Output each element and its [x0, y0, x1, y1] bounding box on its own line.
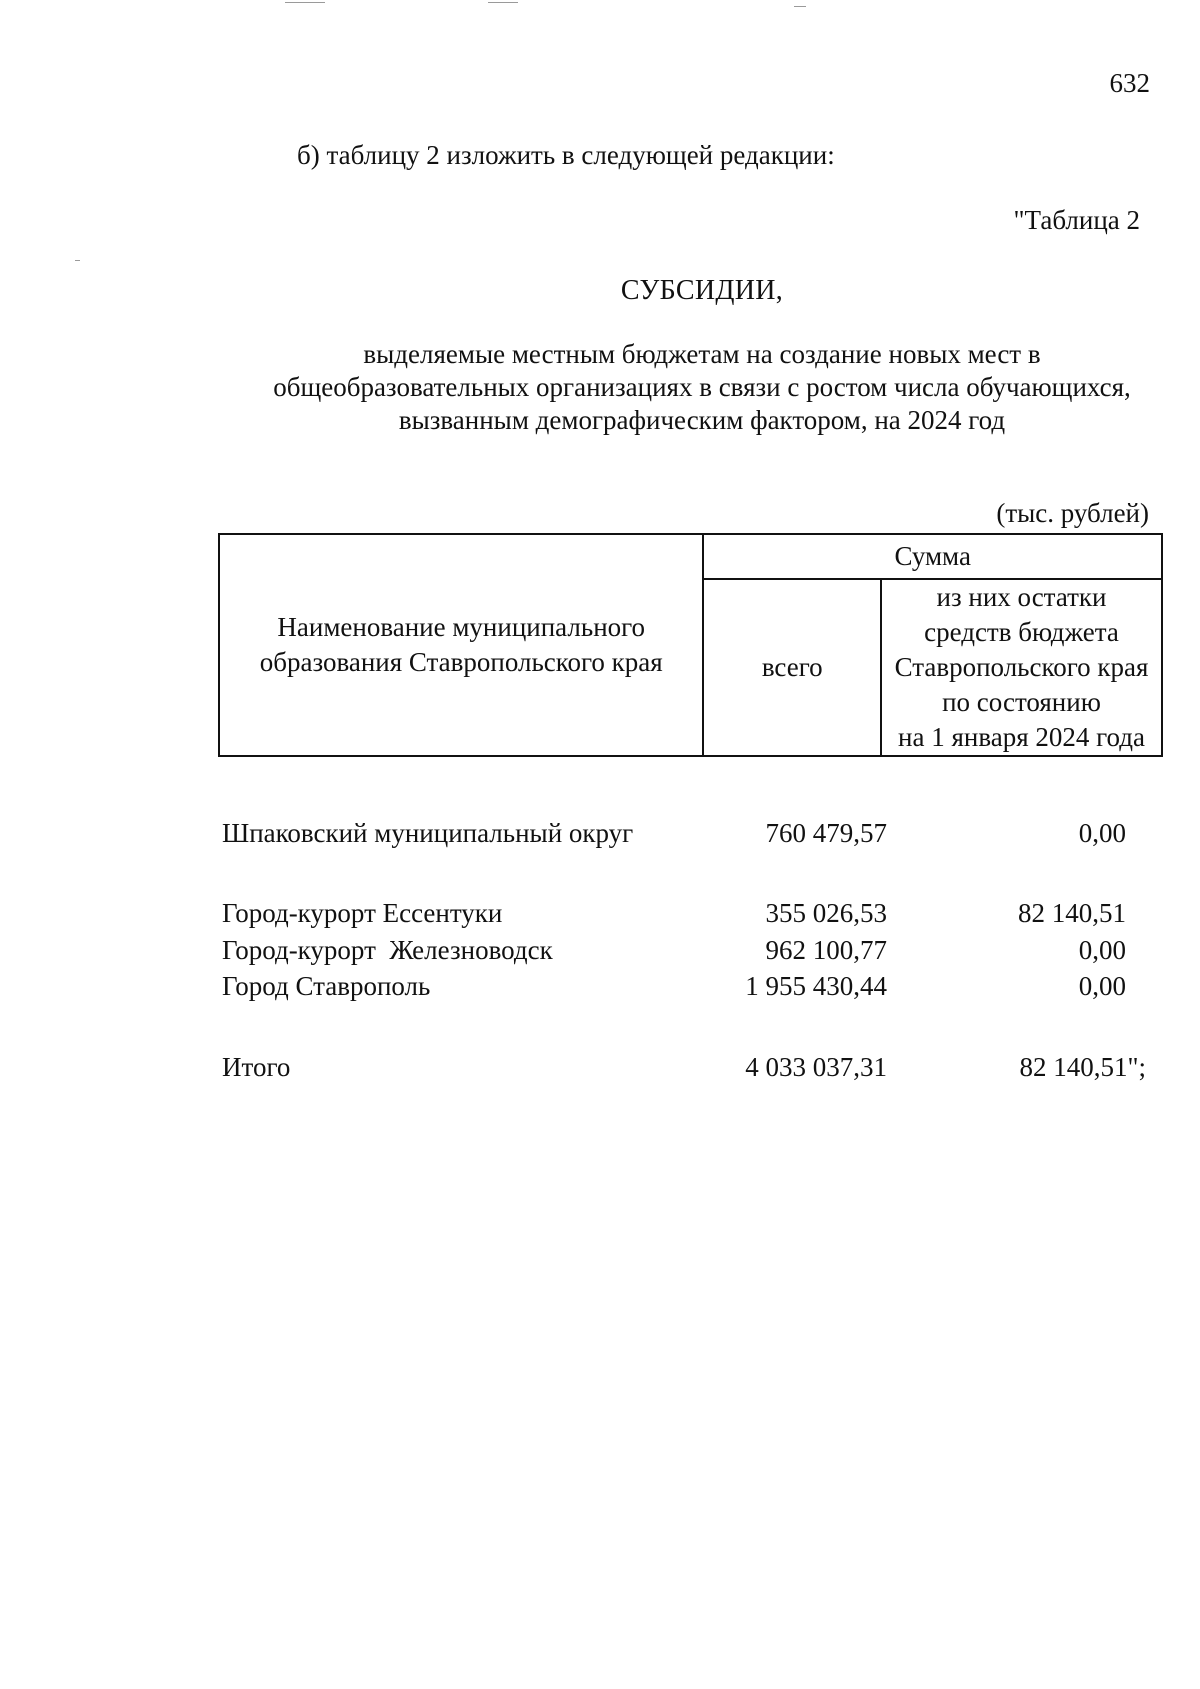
header-rest-line: по состоянию: [942, 687, 1101, 717]
header-name: [219, 534, 703, 756]
row-total: 1 955 430,44: [745, 971, 887, 1001]
table-label: "Таблица 2: [1013, 205, 1140, 235]
table-row-total: [222, 1052, 1162, 1086]
row-rest: 0,00: [1078, 818, 1126, 848]
subtitle-line: вызванным демографическим фактором, на 2024 год: [398, 405, 1006, 435]
row-total: 4 033 037,31: [745, 1052, 887, 1082]
row-total: 760 479,57: [765, 818, 887, 848]
header-rest-line: на 1 января 2024 года: [898, 722, 1145, 752]
scan-artifact: [75, 260, 80, 261]
row-name: Итого: [222, 1052, 291, 1082]
row-total: 355 026,53: [765, 898, 887, 928]
row-rest: 0,00: [1078, 971, 1126, 1001]
scan-artifact: [488, 2, 518, 3]
header-rest: [881, 579, 1162, 756]
row-name: Город-курорт Железноводск: [222, 935, 553, 965]
table-row: [222, 935, 1162, 969]
table-row: [222, 898, 1162, 932]
row-rest: 82 140,51: [1018, 898, 1126, 928]
document-subtitle: [0, 338, 1200, 437]
subtitle-line: выделяемые местным бюджетам на создание новых мест в: [363, 339, 1041, 369]
row-name: Город-курорт Ессентуки: [222, 898, 503, 928]
table-row: [222, 971, 1162, 1005]
header-rest-line: Ставропольского края: [894, 652, 1149, 682]
document-title: СУБСИДИИ,: [620, 275, 784, 306]
table-row: [222, 818, 1162, 852]
intro-text: б) таблицу 2 изложить в следующей редакции:: [297, 140, 835, 170]
row-rest: 0,00: [1078, 935, 1126, 965]
table-header: [218, 533, 1163, 757]
header-rest-line: из них остатки: [936, 582, 1107, 612]
header-total: всего: [703, 579, 881, 756]
header-sum: Сумма: [703, 534, 1162, 579]
header-name-line: Наименование муниципального: [277, 612, 646, 642]
row-rest: 82 140,51";: [1019, 1052, 1146, 1082]
header-rest-line: средств бюджета: [924, 617, 1119, 647]
scan-artifact: [285, 2, 325, 3]
scan-artifact: [794, 6, 806, 7]
page-number: 632: [1109, 68, 1150, 98]
row-total: 962 100,77: [765, 935, 887, 965]
subtitle-line: общеобразовательных организациях в связи с ростом числа обучающихся,: [273, 372, 1131, 402]
units-label: (тыс. рублей): [996, 498, 1149, 528]
row-name: Шпаковский муниципальный округ: [222, 818, 634, 848]
header-name-line: образования Ставропольского края: [259, 647, 663, 677]
row-name: Город Ставрополь: [222, 971, 431, 1001]
